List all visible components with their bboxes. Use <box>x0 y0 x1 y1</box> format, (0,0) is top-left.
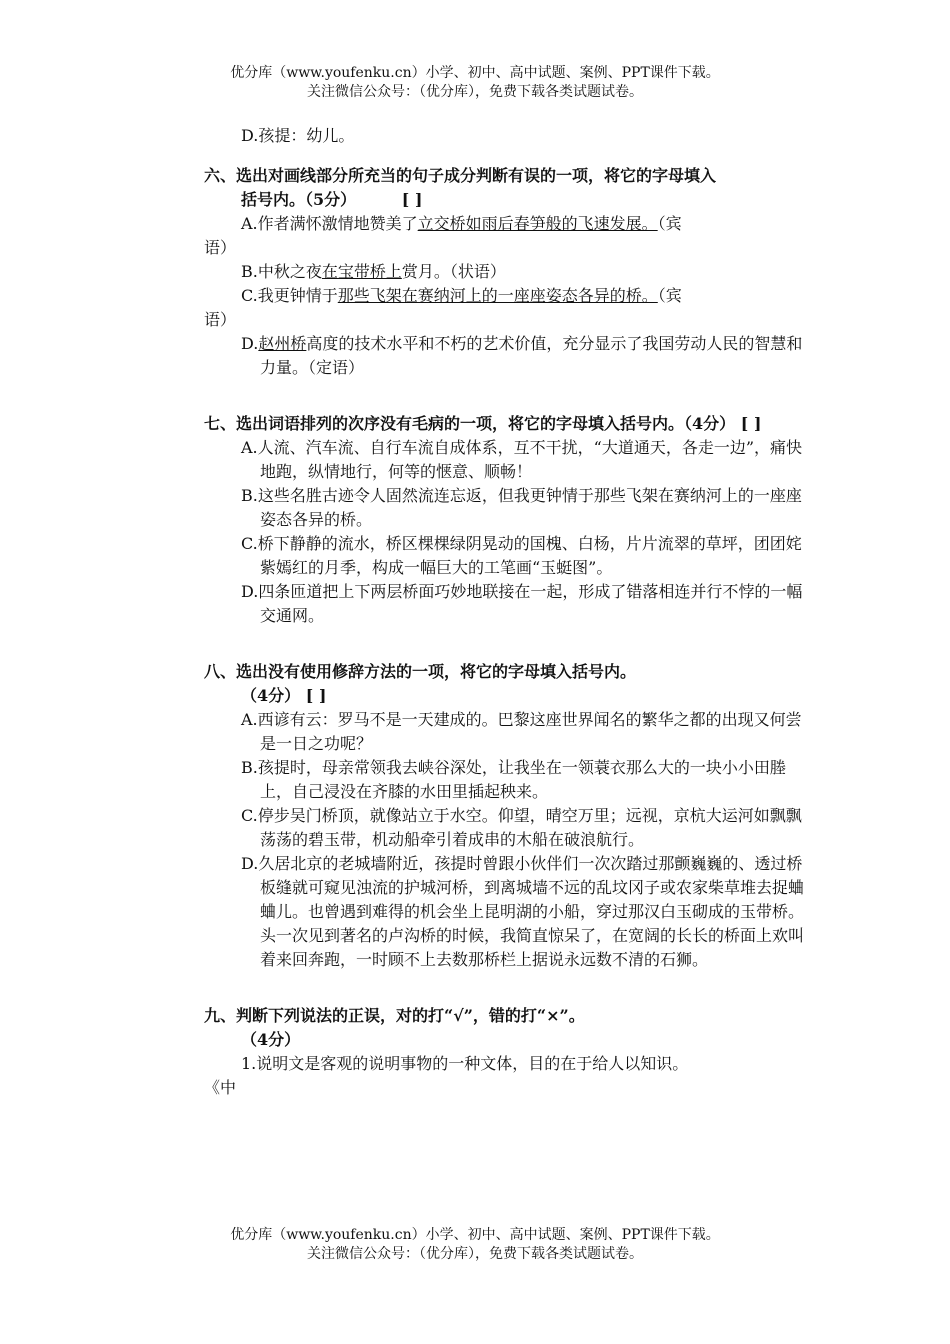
q6-option-a-tail: 语） <box>204 238 237 257</box>
q6-c-post: （宾 <box>657 286 682 305</box>
q6-a-text: A.作者满怀激情地赞美了 <box>241 214 418 233</box>
q9-title: 九、判断下列说法的正误，对的打“√”，错的打“×”。 <box>204 1006 585 1025</box>
q6-title-a: 六、选出对画线部分所充当的句子成分判断有误的一项，将它的字母填入 <box>204 166 717 185</box>
page-header <box>0 64 950 102</box>
q8-option-a: A.西谚有云：罗马不是一天建成的。巴黎这座世界闻名的繁华之都的出现又何尝是一日之功呢？ <box>241 710 802 753</box>
q6-b-underlined: 在宝带桥上 <box>321 262 402 281</box>
q6-c-text: C.我更钟情于 <box>241 286 338 305</box>
q9-item-1: 1.说明文是客观的说明事物的一种文体，目的在于给人以知识。 <box>241 1054 689 1073</box>
q6-d-underlined: 赵州桥 <box>258 334 307 353</box>
document-body <box>204 124 804 1100</box>
q8-title: 八、选出没有使用修辞方法的一项，将它的字母填入括号内。 <box>204 662 637 681</box>
q8-option-b: B.孩提时，母亲常领我去峡谷深处，让我坐在一领蓑衣那么大的一块小小田塍上，自己浸没在齐膝的水田里插起秧来。 <box>241 758 786 801</box>
q6-c-underlined: 那些飞架在赛纳河上的一座座姿态各异的桥。 <box>337 286 658 305</box>
q9-title-line2: （4分） <box>241 1030 301 1049</box>
header-line-2: 关注微信公众号：（优分库），免费下载各类试题试卷。 <box>307 84 643 100</box>
prev-option-d: D.孩提：幼儿。 <box>241 126 355 145</box>
q7-title: 七、选出词语排列的次序没有毛病的一项，将它的字母填入括号内。（4分） [ ] <box>204 414 762 433</box>
footer-line-1: 优分库（www.youfenku.cn）小学、初中、高中试题、案例、PPT课件下载。 <box>230 1227 720 1243</box>
q8-title-line2: （4分） [ ] <box>241 686 327 705</box>
q7-option-d: D.四条匝道把上下两层桥面巧妙地联接在一起，形成了错落相连并行不悖的一幅交通网。 <box>241 582 803 625</box>
q6-option-c <box>204 284 804 308</box>
q7-option-b: B.这些名胜古迹令人固然流连忘返，但我更钟情于那些飞架在赛纳河上的一座座姿态各异的桥。 <box>241 486 802 529</box>
q6-title-b: 括号内。（5分） <box>241 190 357 209</box>
q6-answer-bracket: [ ] <box>401 190 423 209</box>
q6-a-post: （宾 <box>657 214 682 233</box>
q9-item-1-tail: 《中 <box>204 1078 237 1097</box>
page-footer <box>0 1226 950 1264</box>
q6-option-c-tail: 语） <box>204 310 237 329</box>
q6-option-b <box>204 260 804 284</box>
q6-b-post: 赏月。（状语） <box>401 262 506 281</box>
q6-title-line2 <box>204 188 804 212</box>
q6-d-text: D. <box>241 334 259 353</box>
q7-option-a: A.人流、汽车流、自行车流自成体系，互不干扰，“大道通天，各走一边”，痛快地跑，纵情地行，何等的惬意、顺畅！ <box>241 438 803 481</box>
q6-a-underlined: 立交桥如雨后春笋般的飞速发展。 <box>417 214 658 233</box>
q6-option-a <box>204 212 804 236</box>
q8-option-d: D.久居北京的老城墙附近，孩提时曾跟小伙伴们一次次踏过那颤巍巍的、透过桥板缝就可窥见浊流的护城河桥，到离城墙不远的乱坟冈子或农家柴草堆去捉蛐蛐儿。也曾遇到难得的机会坐上昆明湖的小船，穿过那汉白玉砌成的玉带桥。头一次见到著名的卢沟桥的时候，我简直惊呆了，在宽阔的长长的桥面上欢叫着来回奔跑，一时顾不上去数那桥栏上据说永远数不清的石狮。 <box>241 854 805 969</box>
q6-b-text: B.中秋之夜 <box>241 262 322 281</box>
footer-line-2: 关注微信公众号：（优分库），免费下载各类试题试卷。 <box>307 1246 643 1262</box>
q7-option-c: C.桥下静静的流水，桥区棵棵绿阴晃动的国槐、白杨，片片流翠的草坪，团团姹紫嫣红的月季，构成一幅巨大的工笔画“玉蜓图”。 <box>241 534 802 577</box>
q6-d-post: 高度的技术水平和不朽的艺术价值，充分显示了我国劳动人民的智慧和力量。（定语） <box>260 334 803 377</box>
header-line-1: 优分库（www.youfenku.cn）小学、初中、高中试题、案例、PPT课件下载。 <box>230 65 720 81</box>
q6-option-d <box>204 332 804 380</box>
q8-option-c: C.停步吴门桥顶，就像站立于水空。仰望，晴空万里；远视，京杭大运河如飘飘荡荡的碧玉带，机动船牵引着成串的木船在破浪航行。 <box>241 806 802 849</box>
q6-title <box>204 164 804 188</box>
